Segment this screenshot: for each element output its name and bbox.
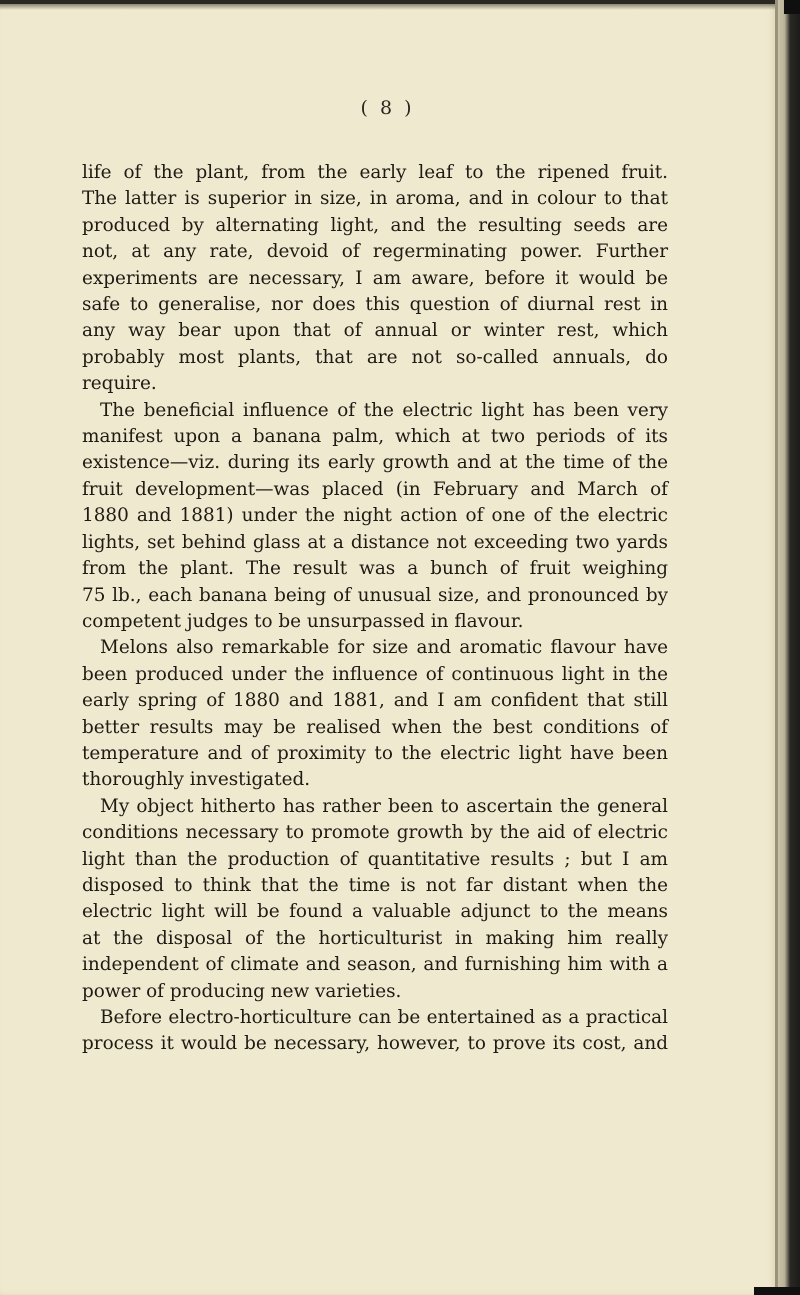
text-line: manifest upon a banana palm, which at two periods of its — [82, 426, 668, 448]
text-line: any way bear upon that of annual or winter rest, which — [82, 320, 668, 342]
text-line: 75 lb., each banana being of unusual size, and pronounced by — [82, 584, 668, 606]
bottom-corner-mark — [754, 1287, 800, 1295]
text-line: power of producing new varieties. — [82, 980, 402, 1002]
text-line: experiments are necessary, I am aware, before it would be — [82, 267, 668, 289]
text-line: from the plant. The result was a bunch of fruit weighing — [82, 558, 668, 580]
text-line: disposed to think that the time is not far distant when the — [82, 874, 668, 896]
text-line: conditions necessary to promote growth by the aid of electric — [82, 822, 668, 844]
text-line: existence—viz. during its early growth and at the time of the — [82, 452, 668, 474]
text-line: temperature and of proximity to the electric light have been — [82, 742, 668, 764]
text-line: Before electro-horticulture can be entertained as a practical — [100, 1007, 668, 1028]
text-line: early spring of 1880 and 1881, and I am confident that still — [82, 690, 668, 712]
text-line: produced by alternating light, and the resulting seeds are — [82, 214, 668, 236]
text-line: require. — [82, 373, 157, 395]
text-line: safe to generalise, nor does this question of diurnal rest in — [82, 294, 668, 316]
text-line: light than the production of quantitative results ; but I am — [82, 848, 668, 870]
text-line: 1880 and 1881) under the night action of one of the electric — [82, 505, 668, 527]
text-line: better results may be realised when the best conditions of — [82, 716, 668, 738]
text-line: independent of climate and season, and furnishing him with a — [82, 954, 668, 976]
text-line: competent judges to be unsurpassed in flavour. — [82, 610, 524, 632]
text-line: at the disposal of the horticulturist in making him really — [82, 927, 668, 949]
text-line: Melons also remarkable for size and aromatic flavour have — [100, 637, 668, 659]
text-line: process it would be necessary, however, to prove its cost, and — [82, 1033, 668, 1055]
top-rule-shadow — [0, 4, 790, 10]
body-text — [82, 160, 668, 1058]
text-line: fruit development—was placed (in February and March of — [82, 478, 668, 500]
text-line: probably most plants, that are not so-called annuals, do — [82, 346, 668, 368]
page-number: ( 8 ) — [360, 97, 415, 119]
book-spine — [778, 0, 800, 1295]
text-line: lights, set behind glass at a distance not exceeding two yards — [82, 531, 668, 553]
text-line: The latter is superior in size, in aroma, and in colour to that — [82, 188, 668, 210]
text-line: My object hitherto has rather been to ascertain the general — [100, 795, 668, 817]
text-line: The beneficial influence of the electric light has been very — [100, 399, 668, 421]
text-line: thoroughly investigated. — [82, 769, 311, 791]
text-line: not, at any rate, devoid of regerminating power. Further — [82, 241, 668, 263]
text-line: been produced under the influence of continuous light in the — [82, 663, 668, 685]
corner-mark — [784, 0, 800, 14]
text-line: life of the plant, from the early leaf to the ripened fruit. — [82, 162, 668, 183]
text-line: electric light will be found a valuable adjunct to the means — [82, 901, 668, 923]
